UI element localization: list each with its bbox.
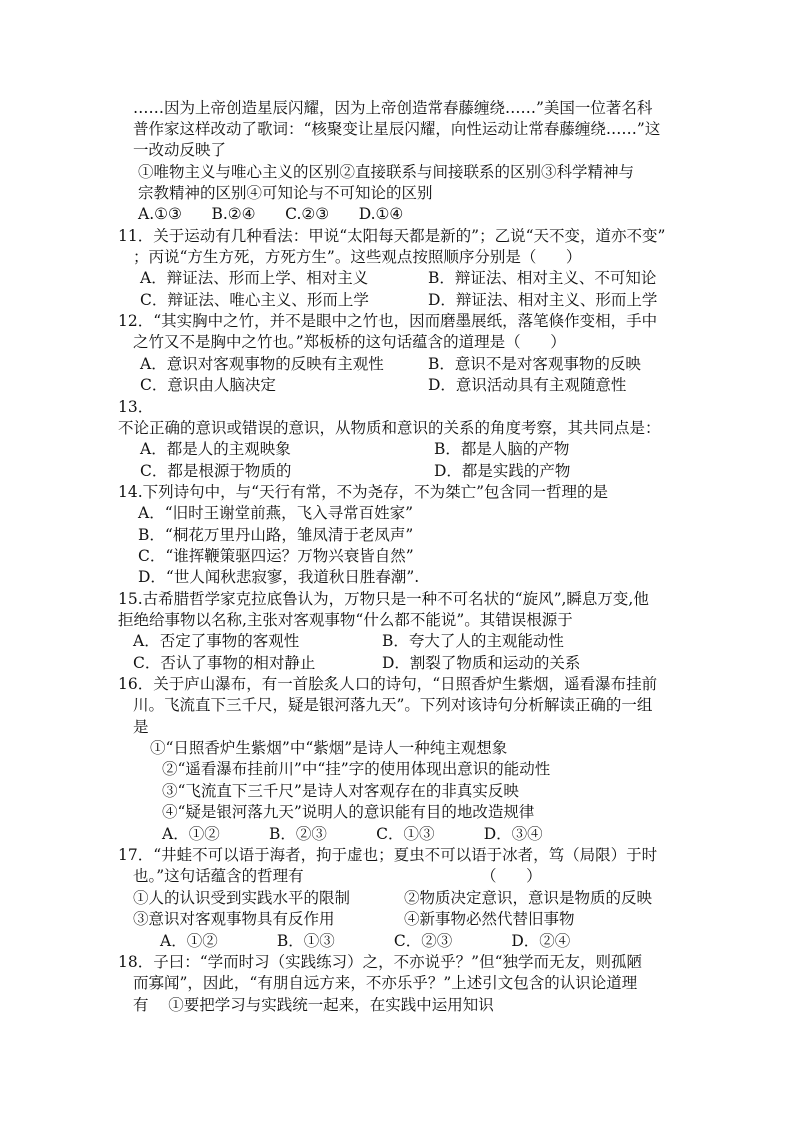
text-line: ；丙说“方生方死，方死方生”。这些观点按照顺序分别是（ ） [133, 248, 582, 266]
statement-2: ②物质决定意识，意识是物质的反映 [404, 889, 653, 907]
option-b: B．辩证法、相对主义、不可知论 [428, 269, 657, 287]
option-c: C．意识由人脑决定 [140, 376, 276, 394]
text-line: 拒绝给事物以名称,主张对客观事物“什么都不能说”。其错误根源于 [118, 611, 573, 629]
option-d: D．意识活动具有主观随意性 [428, 376, 627, 394]
option-b: B．都是人脑的产物 [434, 440, 570, 458]
option-c: C．都是根源于物质的 [140, 462, 292, 480]
option-a: A．都是人的主观映象 [140, 440, 291, 458]
option-a: A．“旧时王谢堂前燕，飞入寻常百姓家” [138, 504, 414, 522]
text-line: 普作家这样改动了歌词：“核聚变让星辰闪耀，向性运动让常春藤缠绕……”这 [133, 120, 661, 138]
question-17-stem: 17．“井蛙不可以语于海者，拘于虚也；夏虫不可以语于冰者，笃（局限）于时 [118, 846, 658, 864]
option-c: C．“谁挥鞭策驱四运？万物兴衰皆自然” [138, 547, 414, 565]
question-14-stem: 14.下列诗句中，与“天行有常，不为尧存，不为桀亡”包含同一哲理的是 [118, 483, 609, 501]
question-13-stem: 不论正确的意识或错误的意识，从物质和意识的关系的角度考察，其共同点是： [118, 419, 661, 437]
text-line: 而寡闻”，因此，“有朋自远方来，不亦乐乎？”上述引文包含的认识论道理 [133, 974, 638, 992]
option-d: D．都是实践的产物 [434, 462, 571, 480]
statement-4: ④新事物必然代替旧事物 [404, 910, 575, 928]
question-16-stem: 16．关于庐山瀑布，有一首脍炙人口的诗句，“日照香炉生紫烟，遥看瀑布挂前 [118, 675, 658, 693]
option-a: A．否定了事物的客观性 [133, 632, 300, 650]
answer-options: A．①② B．②③ C．①③ D．③④ [162, 825, 543, 843]
option-d: D．“世人闻秋悲寂寥，我道秋日胜春潮”. [138, 568, 420, 586]
question-11-stem: 11．关于运动有几种看法：甲说“太阳每天都是新的”；乙说“天不变，道亦不变” [118, 227, 666, 245]
option-c: C．否认了事物的相对静止 [133, 654, 316, 672]
text-line: 宗教精神的区别④可知论与不可知论的区别 [138, 184, 433, 202]
option-b: B．“桐花万里丹山路，雏凤清于老凤声” [138, 526, 414, 544]
text-line: 有 ①要把学习与实践统一起来，在实践中运用知识 [133, 996, 494, 1014]
option-d: D．辩证法、相对主义、形而上学 [428, 291, 658, 309]
question-13-number: 13． [118, 398, 154, 416]
text-line: ……因为上帝创造星辰闪耀，因为上帝创造常春藤缠绕……”美国一位著名科 [133, 99, 653, 117]
statement-3: ③意识对客观事物具有反作用 [133, 910, 335, 928]
statement-1: ①“日照香炉生紫烟”中“紫烟”是诗人一种纯主观想象 [150, 739, 508, 757]
text-line: ①唯物主义与唯心主义的区别②直接联系与间接联系的区别③科学精神与 [138, 163, 635, 181]
statement-1: ①人的认识受到实践水平的限制 [133, 889, 351, 907]
text-line: 是 [133, 718, 149, 736]
text-line: 之竹又不是胸中之竹也。”郑板桥的这句话蕴含的道理是（ ） [133, 333, 566, 351]
statement-4: ④“疑是银河落九天”说明人的意识能有目的地改造规律 [162, 803, 535, 821]
option-a: A．辩证法、形而上学、相对主义 [140, 269, 369, 287]
option-b: B．夸大了人的主观能动性 [382, 632, 564, 650]
option-d: D．割裂了物质和运动的关系 [382, 654, 581, 672]
text-line: 川。飞流直下三千尺，疑是银河落九天”。下列对该诗句分析解读正确的一组 [133, 696, 653, 714]
option-a: A．意识对客观事物的反映有主观性 [140, 355, 384, 373]
statement-2: ②“遥看瀑布挂前川”中“挂”字的使用体现出意识的能动性 [162, 760, 551, 778]
option-b: B．意识不是对客观事物的反映 [428, 355, 641, 373]
text-line: 也。”这句话蕴含的哲理有 （ ） [133, 867, 542, 885]
statement-3: ③“飞流直下三千尺”是诗人对客观存在的非真实反映 [162, 782, 519, 800]
text-line: A.①③ B.②④ C.②③ D.①④ [138, 205, 404, 223]
answer-options: A．①② B．①③ C．②③ D．②④ [160, 932, 571, 950]
question-18-stem: 18．子曰：“学而时习（实践练习）之，不亦说乎？”但“独学而无友，则孤陋 [118, 953, 642, 971]
option-c: C．辩证法、唯心主义、形而上学 [140, 291, 369, 309]
question-15-stem: 15.古希腊哲学家克拉底鲁认为，万物只是一种不可名状的“旋风”,瞬息万变,他 [118, 590, 649, 608]
text-line: 一改动反映了 [133, 141, 227, 159]
question-12-stem: 12．“其实胸中之竹，并不是眼中之竹也，因而磨墨展纸，落笔倏作变相，手中 [118, 312, 658, 330]
